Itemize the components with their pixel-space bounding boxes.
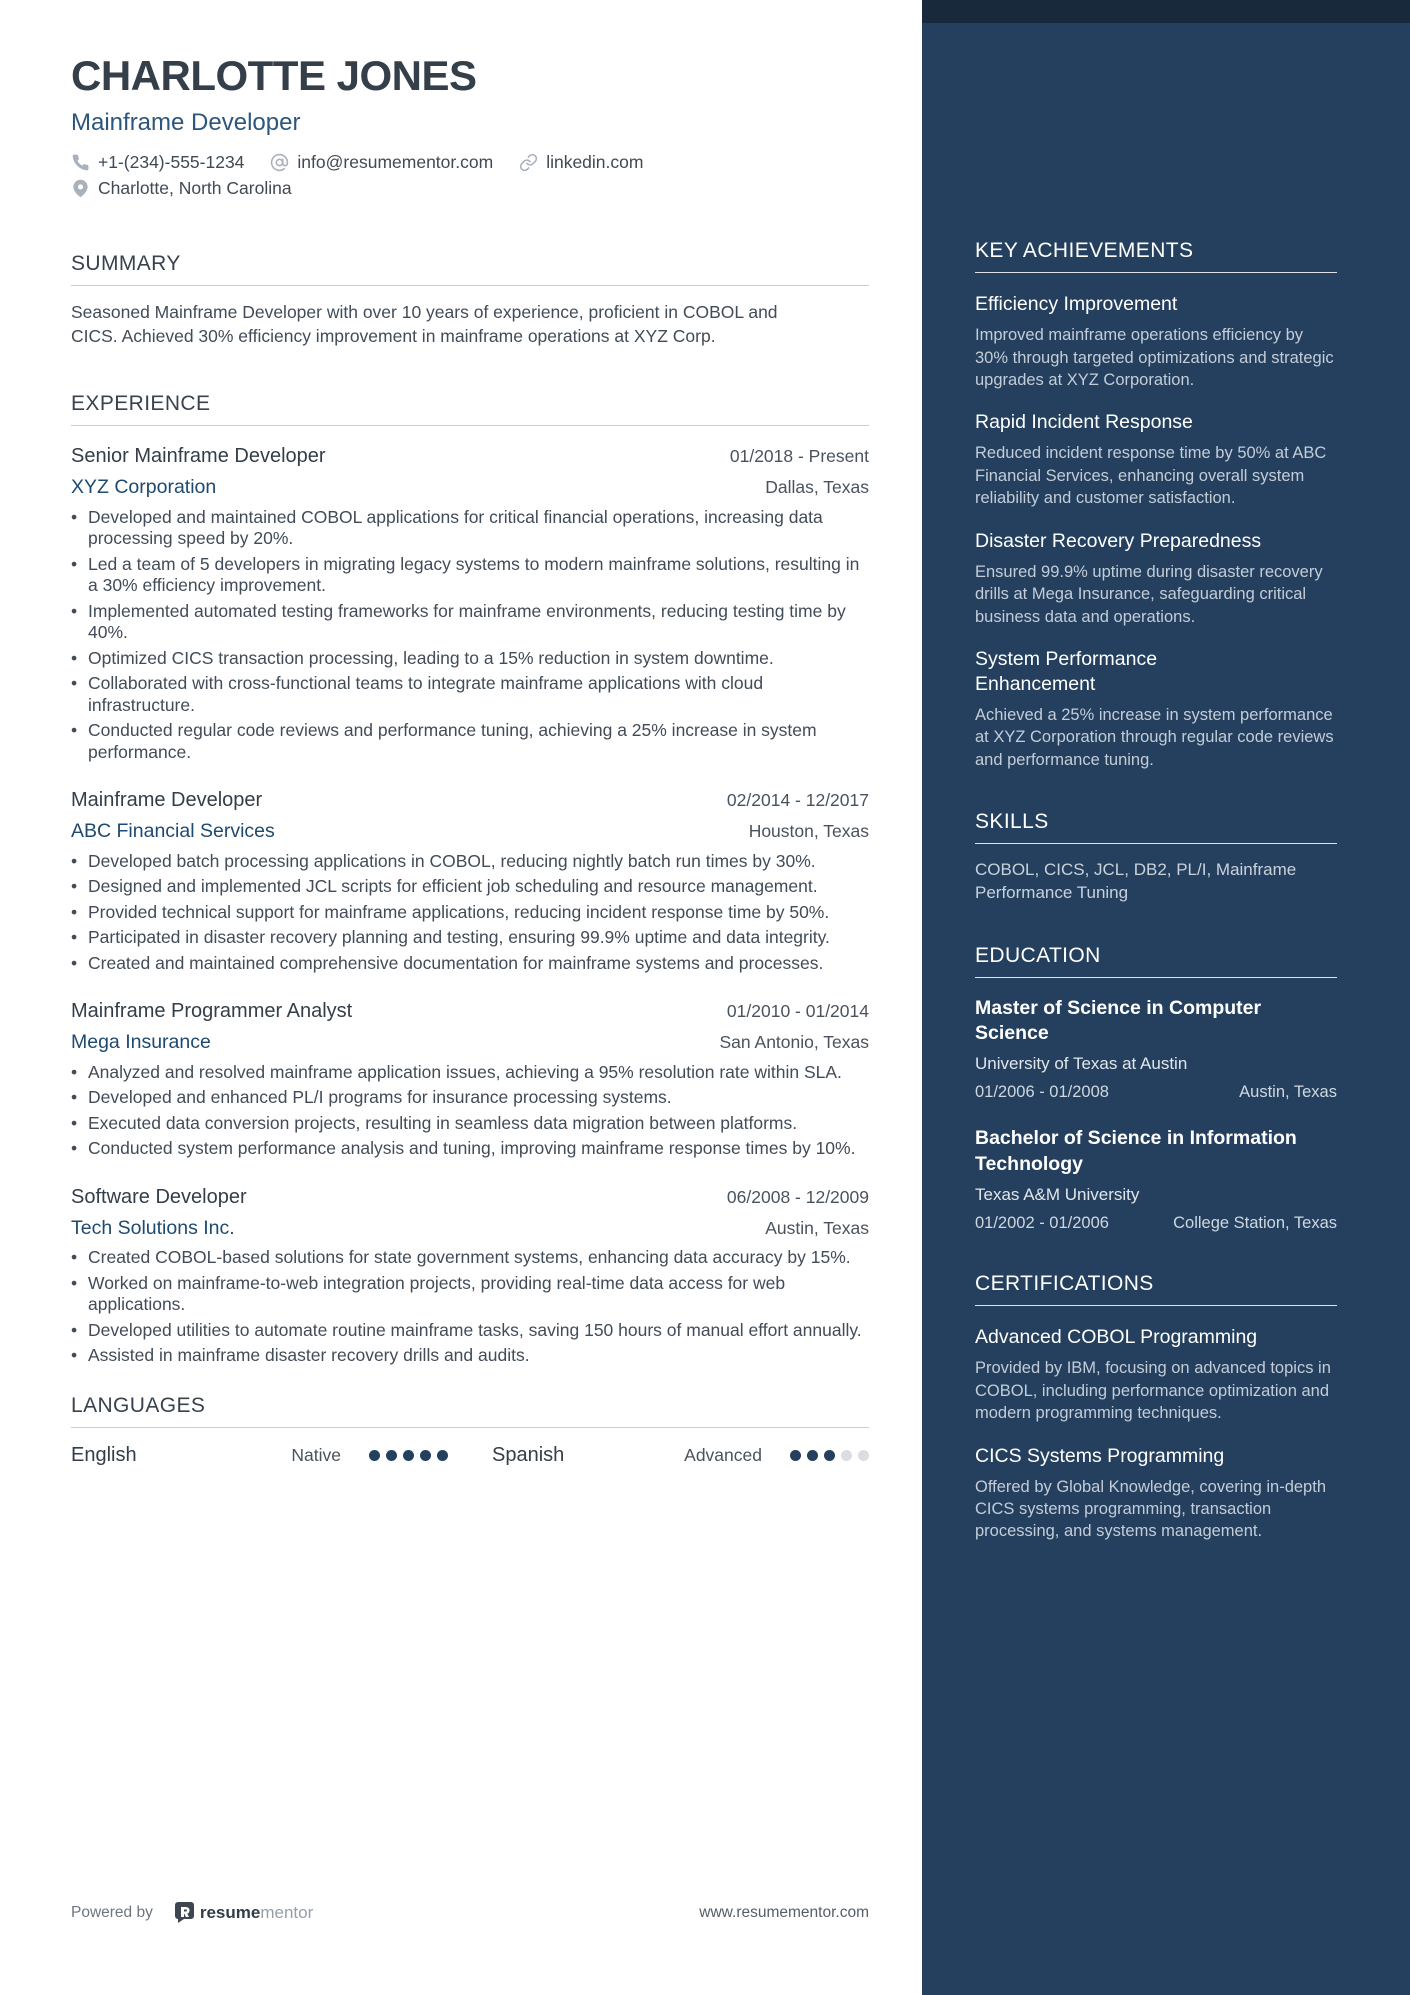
footer-url[interactable]: www.resumementor.com	[699, 1903, 869, 1921]
language-name: Spanish	[492, 1443, 565, 1466]
school-name: University of Texas at Austin	[975, 1054, 1188, 1074]
education-meta	[975, 1083, 1337, 1102]
achievement-title: System Performance Enhancement	[975, 647, 1158, 695]
phone-number[interactable]: +1-(234)-555-1234	[98, 152, 245, 173]
divider	[71, 425, 869, 426]
job-bullet: • Created COBOL-based solutions for state government systems, enhancing data accuracy by 15%.	[71, 1247, 869, 1269]
job-title: Senior Mainframe Developer	[71, 445, 326, 468]
languages-row	[71, 1444, 869, 1467]
languages-heading: LANGUAGES	[71, 1393, 206, 1417]
email-at-icon	[270, 153, 289, 172]
language-item	[492, 1444, 869, 1467]
divider	[975, 272, 1337, 273]
job-sub	[71, 1216, 869, 1240]
experience-heading: EXPERIENCE	[71, 392, 211, 416]
education-item	[975, 996, 1337, 1103]
job-bullet: • Conducted system performance analysis and tuning, improving mainframe response times by 10%.	[71, 1138, 869, 1160]
job-bullet: • Implemented automated testing frameworks for mainframe environments, reducing testing time by 40%.	[71, 601, 869, 644]
resumementor-logo-icon	[175, 1902, 194, 1923]
language-item	[71, 1444, 448, 1467]
website-item	[519, 152, 643, 173]
language-proficiency-dots	[369, 1450, 448, 1461]
job-bullet: • Participated in disaster recovery planning and testing, ensuring 99.9% uptime and data integrity.	[71, 927, 869, 949]
brand-logo	[175, 1902, 313, 1923]
education-meta	[975, 1214, 1337, 1233]
job-bullet: • Developed and enhanced PL/I programs for insurance processing systems.	[71, 1087, 869, 1109]
divider	[975, 1305, 1337, 1306]
certifications-heading: CERTIFICATIONS	[975, 1272, 1154, 1296]
job-bullet: • Developed and maintained COBOL applications for critical financial operations, increasing data processing speed by 20%.	[71, 507, 869, 550]
education-dates: 01/2006 - 01/2008	[975, 1083, 1109, 1102]
company-name: ABC Financial Services	[71, 820, 275, 843]
certification-title: Advanced COBOL Programming	[975, 1326, 1258, 1349]
job-location: Austin, Texas	[765, 1217, 869, 1238]
experience-section	[71, 391, 869, 1367]
job-entry	[71, 998, 869, 1159]
proficiency-dot-filled	[386, 1450, 397, 1461]
education-location: Austin, Texas	[1239, 1083, 1337, 1102]
job-bullet: • Designed and implemented JCL scripts for efficient job scheduling and resource management.	[71, 876, 869, 898]
certification-item	[975, 1444, 1337, 1543]
education-section	[975, 943, 1337, 1234]
email-item	[270, 152, 493, 173]
key-achievements-section	[975, 238, 1337, 771]
contact-row-1	[71, 152, 869, 173]
skills-list: COBOL, CICS, JCL, DB2, PL/I, Mainframe Performance Tuning	[975, 860, 1297, 902]
powered-by	[71, 1902, 313, 1923]
location-item	[71, 178, 292, 199]
company-name: Tech Solutions Inc.	[71, 1216, 235, 1239]
link-icon	[519, 153, 538, 172]
job-location: Dallas, Texas	[765, 477, 869, 498]
divider	[71, 1427, 869, 1428]
achievement-item	[975, 529, 1337, 628]
job-bullets	[71, 851, 869, 975]
proficiency-dot-filled	[420, 1450, 431, 1461]
degree-title: Bachelor of Science in Information Technology	[975, 1127, 1297, 1175]
education-heading: EDUCATION	[975, 943, 1101, 967]
job-bullet: • Conducted regular code reviews and performance tuning, achieving a 25% increase in system performance.	[71, 720, 869, 763]
achievement-text: Achieved a 25% increase in system performance at XYZ Corporation through regular code reviews and performance tuning.	[975, 705, 1334, 769]
certification-text: Offered by Global Knowledge, covering in-depth CICS systems programming, transaction processing, and systems management.	[975, 1477, 1326, 1541]
job-bullet: • Led a team of 5 developers in migrating legacy systems to modern mainframe solutions, resulting in a 30% efficiency improvement.	[71, 554, 869, 597]
job-bullet: • Analyzed and resolved mainframe application issues, achieving a 95% resolution rate within SLA.	[71, 1062, 869, 1084]
achievement-text: Reduced incident response time by 50% at ABC Financial Services, enhancing overall system reliability and customer satisfaction.	[975, 444, 1327, 508]
job-dates: 01/2010 - 01/2014	[726, 1001, 869, 1022]
certification-title: CICS Systems Programming	[975, 1444, 1225, 1467]
certification-item	[975, 1325, 1337, 1424]
proficiency-dot-empty	[841, 1450, 852, 1461]
job-bullet: • Optimized CICS transaction processing, leading to a 15% reduction in system downtime.	[71, 648, 869, 670]
job-bullet: • Developed utilities to automate routine mainframe tasks, saving 150 hours of manual effort annually.	[71, 1320, 869, 1342]
proficiency-dot-empty	[858, 1450, 869, 1461]
sidebar	[922, 0, 1410, 1995]
summary-heading: SUMMARY	[71, 252, 181, 276]
language-proficiency-dots	[790, 1450, 869, 1461]
proficiency-dot-filled	[790, 1450, 801, 1461]
job-bullet: • Created and maintained comprehensive documentation for mainframe systems and processes.	[71, 953, 869, 975]
job-title: Mainframe Developer	[71, 789, 263, 812]
brand-name	[200, 1903, 313, 1923]
job-bullet: • Assisted in mainframe disaster recovery drills and audits.	[71, 1345, 869, 1367]
languages-section	[71, 1393, 869, 1467]
job-bullet: • Worked on mainframe-to-web integration projects, providing real-time data access for web applications.	[71, 1273, 869, 1316]
brand-name-bold: resume	[199, 1902, 261, 1922]
job-dates: 02/2014 - 12/2017	[726, 790, 869, 811]
proficiency-dot-filled	[807, 1450, 818, 1461]
website-url[interactable]: linkedin.com	[546, 152, 644, 173]
location-text: Charlotte, North Carolina	[98, 178, 292, 199]
achievement-item	[975, 647, 1337, 771]
language-level: Native	[291, 1444, 341, 1465]
job-bullet: • Executed data conversion projects, resulting in seamless data migration between platforms.	[71, 1113, 869, 1135]
divider	[71, 285, 869, 286]
powered-by-label: Powered by	[71, 1903, 153, 1921]
sidebar-top-band	[922, 0, 1410, 23]
phone-icon	[71, 153, 90, 172]
job-sub	[71, 819, 869, 843]
job-head	[71, 443, 869, 469]
job-entry	[71, 443, 869, 763]
job-bullets	[71, 1062, 869, 1160]
location-pin-icon	[71, 179, 90, 198]
email-address[interactable]: info@resumementor.com	[297, 152, 494, 173]
brand-name-light: mentor	[260, 1902, 314, 1922]
job-dates: 01/2018 - Present	[729, 446, 869, 467]
degree-title: Master of Science in Computer Science	[975, 996, 1262, 1045]
phone-item	[71, 152, 244, 173]
proficiency-dot-filled	[403, 1450, 414, 1461]
company-name: Mega Insurance	[71, 1031, 211, 1054]
skills-heading: SKILLS	[975, 810, 1049, 834]
job-bullet: • Provided technical support for mainframe applications, reducing incident response time by 50%.	[71, 902, 869, 924]
job-entry	[71, 1184, 869, 1367]
job-title: Software Developer	[71, 1185, 247, 1208]
certification-text: Provided by IBM, focusing on advanced topics in COBOL, including performance optimization and modern programming techniques.	[975, 1359, 1331, 1423]
contact-row-2	[71, 178, 869, 199]
job-bullets	[71, 1247, 869, 1367]
proficiency-dot-filled	[824, 1450, 835, 1461]
job-location: Houston, Texas	[748, 821, 869, 842]
summary-section	[71, 251, 869, 349]
proficiency-dot-filled	[437, 1450, 448, 1461]
job-bullets	[71, 507, 869, 764]
job-sub	[71, 475, 869, 499]
job-head	[71, 998, 869, 1024]
key-achievements-heading: KEY ACHIEVEMENTS	[975, 239, 1194, 262]
achievement-title: Rapid Incident Response	[975, 411, 1193, 434]
school-name: Texas A&M University	[975, 1185, 1140, 1205]
language-level: Advanced	[684, 1444, 762, 1465]
education-item	[975, 1126, 1337, 1233]
job-location: San Antonio, Texas	[719, 1032, 869, 1053]
job-entry	[71, 787, 869, 974]
education-location: College Station, Texas	[1173, 1214, 1337, 1233]
achievement-item	[975, 292, 1337, 391]
certifications-section	[975, 1271, 1337, 1543]
sidebar-content	[922, 23, 1410, 1543]
achievement-title: Disaster Recovery Preparedness	[975, 529, 1262, 552]
language-name: English	[71, 1443, 137, 1466]
job-bullet: • Developed batch processing applications in COBOL, reducing nightly batch run times by 30%.	[71, 851, 869, 873]
candidate-job-title: Mainframe Developer	[71, 109, 301, 137]
achievement-item	[975, 410, 1337, 509]
job-sub	[71, 1030, 869, 1054]
divider	[975, 977, 1337, 978]
contact-info	[71, 152, 869, 199]
job-bullet: • Collaborated with cross-functional teams to integrate mainframe applications with cloud infrastructure.	[71, 673, 869, 716]
job-title: Mainframe Programmer Analyst	[71, 1000, 353, 1023]
achievement-title: Efficiency Improvement	[975, 293, 1178, 316]
proficiency-dot-filled	[369, 1450, 380, 1461]
job-dates: 06/2008 - 12/2009	[726, 1186, 869, 1207]
achievement-text: Ensured 99.9% uptime during disaster recovery drills at Mega Insurance, safeguarding critical business data and operations.	[975, 562, 1323, 626]
job-head	[71, 787, 869, 813]
page-footer	[71, 1902, 869, 1923]
skills-section	[975, 809, 1337, 904]
candidate-name: CHARLOTTE JONES	[71, 52, 477, 99]
job-head	[71, 1184, 869, 1210]
education-dates: 01/2002 - 01/2006	[975, 1214, 1109, 1233]
summary-text: Seasoned Mainframe Developer with over 10 years of experience, proficient in COBOL and CICS. Achieved 30% efficiency improvement in mainframe operations at XYZ Corp.	[71, 302, 778, 347]
achievement-text: Improved mainframe operations efficiency by 30% through targeted optimizations and strategic upgrades at XYZ Corporation.	[975, 326, 1334, 390]
company-name: XYZ Corporation	[71, 476, 217, 499]
divider	[975, 843, 1337, 844]
